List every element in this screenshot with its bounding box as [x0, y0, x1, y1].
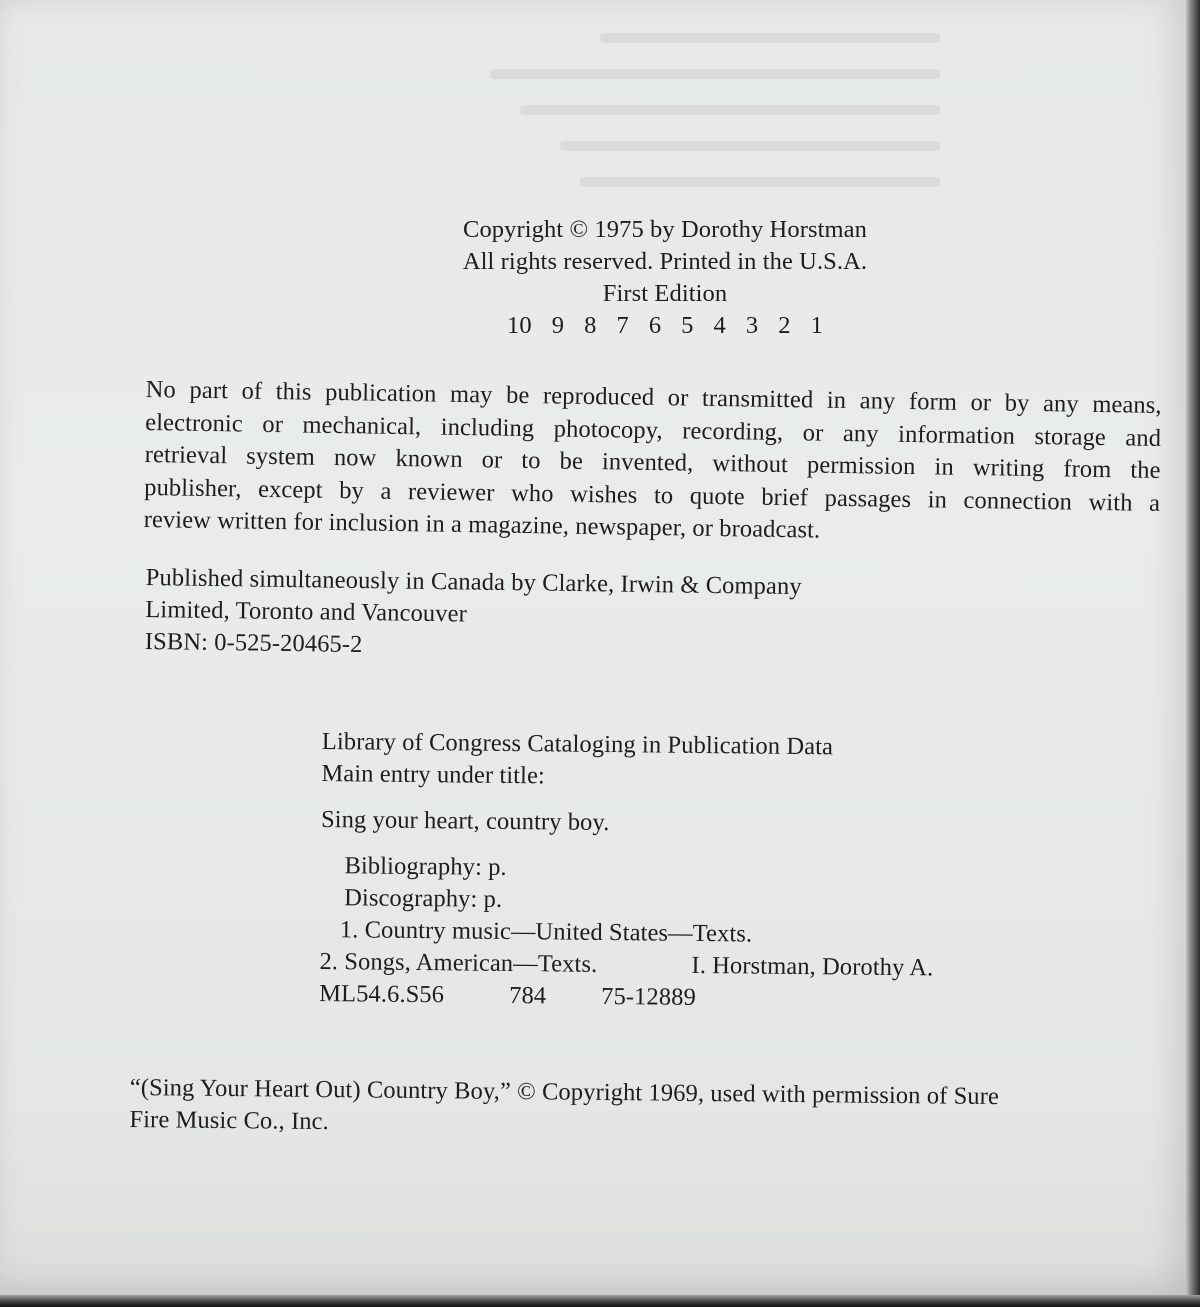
cip-added-entry: I. Horstman, Dorothy A.	[691, 951, 934, 982]
copyright-block	[420, 214, 910, 342]
canada-line: Published simultaneously in Canada by Clarke, Irwin & Company	[145, 563, 802, 601]
canada-publication-block	[145, 562, 906, 669]
cip-subject-1: 1. Country music—United States—Texts.	[339, 916, 753, 948]
page-edge-bottom	[0, 1295, 1200, 1307]
printing-number: 4	[713, 312, 726, 339]
cataloging-data-block	[319, 726, 982, 1017]
printing-number: 2	[778, 312, 791, 339]
rights-notice-line: retrieval system now known or to be invented, without permission in writing from the	[144, 440, 1161, 484]
printing-numbers	[420, 310, 910, 342]
cip-subject-2: 2. Songs, American—Texts.	[319, 947, 598, 978]
cip-title: Sing your heart, country boy.	[320, 805, 610, 837]
cip-bibliography: Bibliography: p.	[344, 852, 507, 881]
song-permission-block	[129, 1072, 1160, 1147]
canada-line: Limited, Toronto and Vancouver	[145, 595, 468, 628]
printing-number: 8	[584, 312, 597, 339]
cip-main-entry: Main entry under title:	[321, 759, 546, 790]
rights-notice	[143, 374, 1161, 552]
printing-number: 6	[648, 312, 662, 339]
rights-notice-line: publisher, except by a reviewer who wishes to quote brief passages in connection with a	[144, 473, 1161, 517]
song-permission-line: “(Sing Your Heart Out) Country Boy,” © Copyright 1969, used with permission of Sure	[129, 1073, 1000, 1111]
rights-notice-line: review written for inclusion in a magazine, newspaper, or broadcast.	[143, 505, 821, 544]
cip-discography: Discography: p.	[344, 884, 503, 913]
bleed-through-text	[440, 18, 940, 198]
printing-number: 9	[551, 312, 565, 339]
edition-line: First Edition	[602, 280, 728, 307]
printing-number: 3	[745, 312, 759, 339]
cip-call-number: ML54.6.S56	[319, 979, 445, 1009]
rights-notice-line: electronic or mechanical, including photocopy, recording, or any information storage and	[145, 408, 1162, 452]
printing-number: 10	[507, 312, 532, 339]
printing-number: 1	[810, 312, 823, 339]
rights-notice-line: No part of this publication may be reproduced or transmitted in any form or by any means,	[145, 375, 1162, 419]
printing-number: 5	[681, 312, 694, 339]
cip-lccn: 75-12889	[601, 982, 697, 1011]
cip-class-number: 784	[509, 981, 547, 1010]
rights-reserved-line: All rights reserved. Printed in the U.S.A.	[462, 248, 868, 275]
cip-heading: Library of Congress Cataloging in Publication Data	[321, 727, 834, 761]
page-edge-right	[1186, 0, 1200, 1307]
isbn: ISBN: 0-525-20465-2	[144, 627, 363, 659]
printing-number: 7	[616, 312, 629, 339]
song-permission-line: Fire Music Co., Inc.	[129, 1105, 329, 1136]
copyright-line: Copyright © 1975 by Dorothy Horstman	[463, 216, 867, 243]
